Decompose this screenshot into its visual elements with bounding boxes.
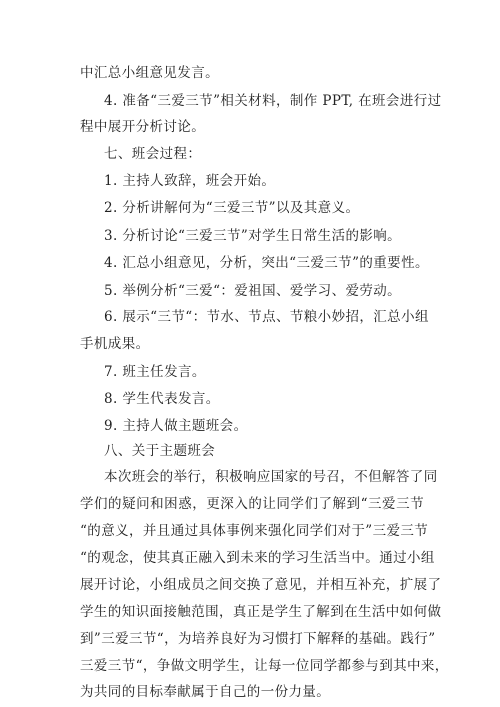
list-item: 7. 班主任发言。 — [104, 364, 206, 380]
list-item: 6. 展示“三节“：节水、节点、节粮小妙招，汇总小组 — [104, 309, 429, 325]
paragraph-line: 学生的知识面接触范围，真正是学生了解到在生活中如何做 — [80, 604, 442, 620]
paragraph-line: 学们的疑问和困惑，更深入的让同学们了解到“三爱三节 — [80, 496, 424, 512]
list-item-continuation: 手机成果。 — [80, 336, 150, 352]
section-heading: 七、班会过程： — [104, 146, 202, 162]
text-line: 中汇总小组意见发言。 — [80, 65, 219, 81]
paragraph-line: 到”三爱三节“，为培养良好为习惯打下解释的基础。践行” — [80, 631, 436, 647]
paragraph-line: “的观念，使其真正融入到未来的学习生活当中。通过小组 — [80, 550, 435, 566]
list-item: 3. 分析讨论“三爱三节”对学生日常生活的影响。 — [104, 228, 402, 244]
section-heading: 八、关于主题班会 — [104, 443, 216, 459]
list-item: 4. 汇总小组意见，分析，突出“三爱三节”的重要性。 — [104, 255, 429, 271]
paragraph-line: 为共同的目标奉献属于自己的一份力量。 — [80, 684, 331, 700]
list-item: 8. 学生代表发言。 — [104, 391, 220, 407]
list-item: 1. 主持人致辞，班会开始。 — [104, 173, 276, 189]
paragraph-line: 本次班会的举行，积极响应国家的号召，不但解答了同 — [104, 469, 438, 485]
list-item: 9. 主持人做主题班会。 — [104, 418, 248, 434]
text-line: 程中展开分析讨论。 — [80, 119, 206, 135]
list-item: 2. 分析讲解何为“三爱三节”以及其意义。 — [104, 200, 360, 216]
paragraph-line: “的意义，并且通过具体事例来强化同学们对于”三爱三节 — [80, 523, 429, 539]
text-line: 4. 准备“三爱三节”相关材料，制作 PPT, 在班会进行过 — [104, 93, 442, 109]
paragraph-line: 三爱三节“，争做文明学生，让每一位同学都参与到其中来， — [80, 658, 449, 674]
paragraph-line: 展开讨论，小组成员之间交换了意见，并相互补充，扩展了 — [80, 577, 442, 593]
list-item: 5. 举例分析“三爱“：爱祖国、爱学习、爱劳动。 — [104, 283, 402, 299]
